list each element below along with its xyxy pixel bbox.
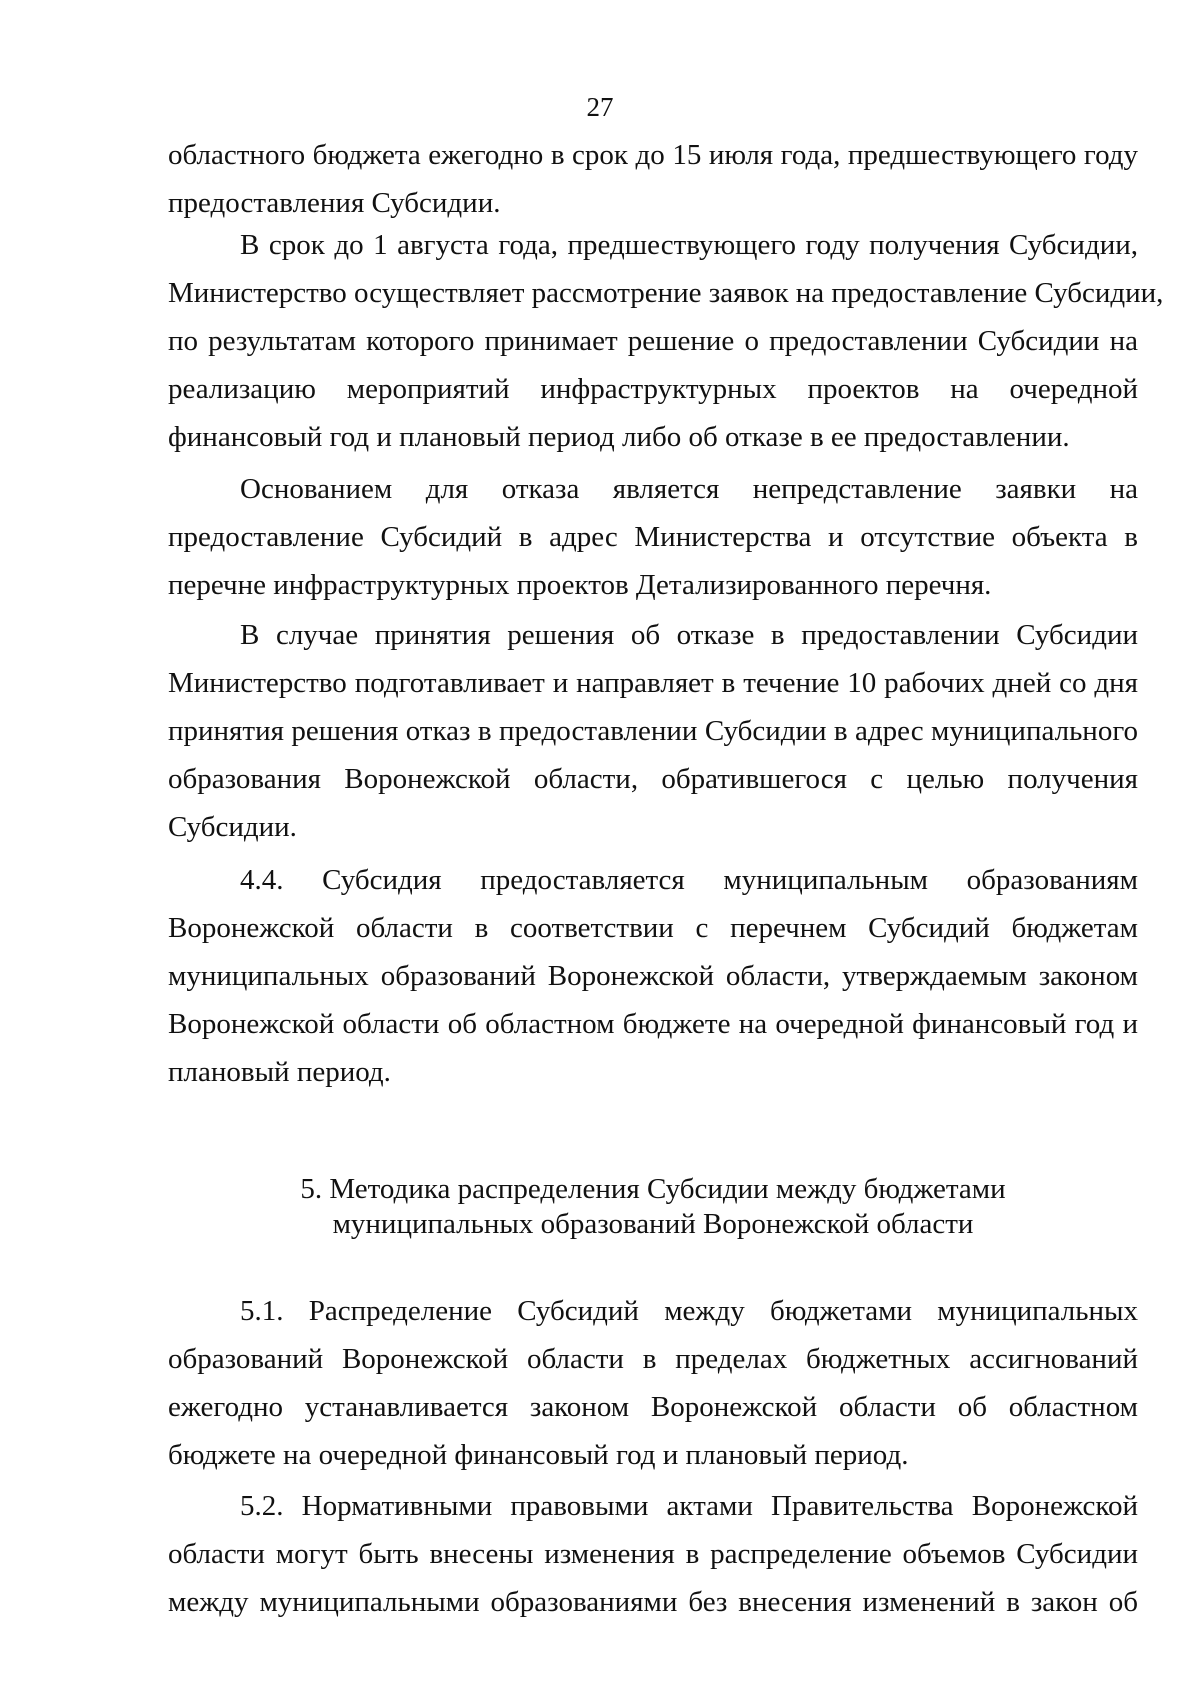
text-line: реализацию мероприятий инфраструктурных проектов на очередной (168, 373, 1138, 405)
paragraph-continued (168, 131, 1138, 227)
text-line: предоставления Субсидии. (168, 187, 501, 219)
paragraph-4-4 (168, 856, 1138, 1096)
text-line: 4.4. Субсидия предоставляется муниципальным образованиям (240, 864, 1138, 896)
text-line: Министерство подготавливает и направляет в течение 10 рабочих дней со дня (168, 667, 1138, 699)
text-line: по результатам которого принимает решение о предоставлении Субсидии на (168, 325, 1138, 357)
text-line: перечне инфраструктурных проектов Детализированного перечня. (168, 569, 992, 601)
text-line: Субсидии. (168, 811, 297, 843)
paragraph-august-deadline (168, 221, 1164, 461)
section-heading (168, 1172, 1138, 1242)
text-line: 5.2. Нормативными правовыми актами Правительства Воронежской (240, 1490, 1138, 1522)
text-line: плановый период. (168, 1056, 391, 1088)
text-line: образований Воронежской области в пределах бюджетных ассигнований (168, 1343, 1138, 1375)
text-line: 5.1. Распределение Субсидий между бюджетами муниципальных (240, 1295, 1138, 1327)
text-line: образования Воронежской области, обратившегося с целью получения (168, 763, 1138, 795)
paragraph-5-1 (168, 1287, 1138, 1479)
text-line: Министерство осуществляет рассмотрение заявок на предоставление Субсидии, (168, 277, 1164, 309)
text-line: принятия решения отказ в предоставлении Субсидии в адрес муниципального (168, 715, 1138, 747)
text-line: области могут быть внесены изменения в распределение объемов Субсидии (168, 1538, 1138, 1570)
page-number: 27 (586, 92, 614, 122)
text-line: финансовый год и плановый период либо об отказе в ее предоставлении. (168, 421, 1070, 453)
text-line: муниципальных образований Воронежской области, утверждаемым законом (168, 960, 1138, 992)
paragraph-refusal-grounds (168, 465, 1138, 609)
paragraph-refusal-notice (168, 611, 1138, 851)
text-line: между муниципальными образованиями без внесения изменений в закон об (168, 1586, 1138, 1618)
paragraph-5-2 (168, 1482, 1138, 1626)
heading-line: 5. Методика распределения Субсидии между бюджетами (300, 1173, 1006, 1205)
heading-line: муниципальных образований Воронежской области (332, 1208, 974, 1240)
text-line: предоставление Субсидий в адрес Министерства и отсутствие объекта в (168, 521, 1138, 553)
text-line: Воронежской области в соответствии с перечнем Субсидий бюджетам (168, 912, 1138, 944)
text-line: ежегодно устанавливается законом Воронежской области об областном (168, 1391, 1138, 1423)
text-line: областного бюджета ежегодно в срок до 15 июля года, предшествующего году (168, 139, 1138, 171)
text-line: В случае принятия решения об отказе в предоставлении Субсидии (240, 619, 1138, 651)
text-line: Основанием для отказа является непредставление заявки на (240, 473, 1138, 505)
text-line: бюджете на очередной финансовый год и плановый период. (168, 1439, 909, 1471)
text-line: В срок до 1 августа года, предшествующего году получения Субсидии, (240, 229, 1138, 261)
text-line: Воронежской области об областном бюджете на очередной финансовый год и (168, 1008, 1138, 1040)
